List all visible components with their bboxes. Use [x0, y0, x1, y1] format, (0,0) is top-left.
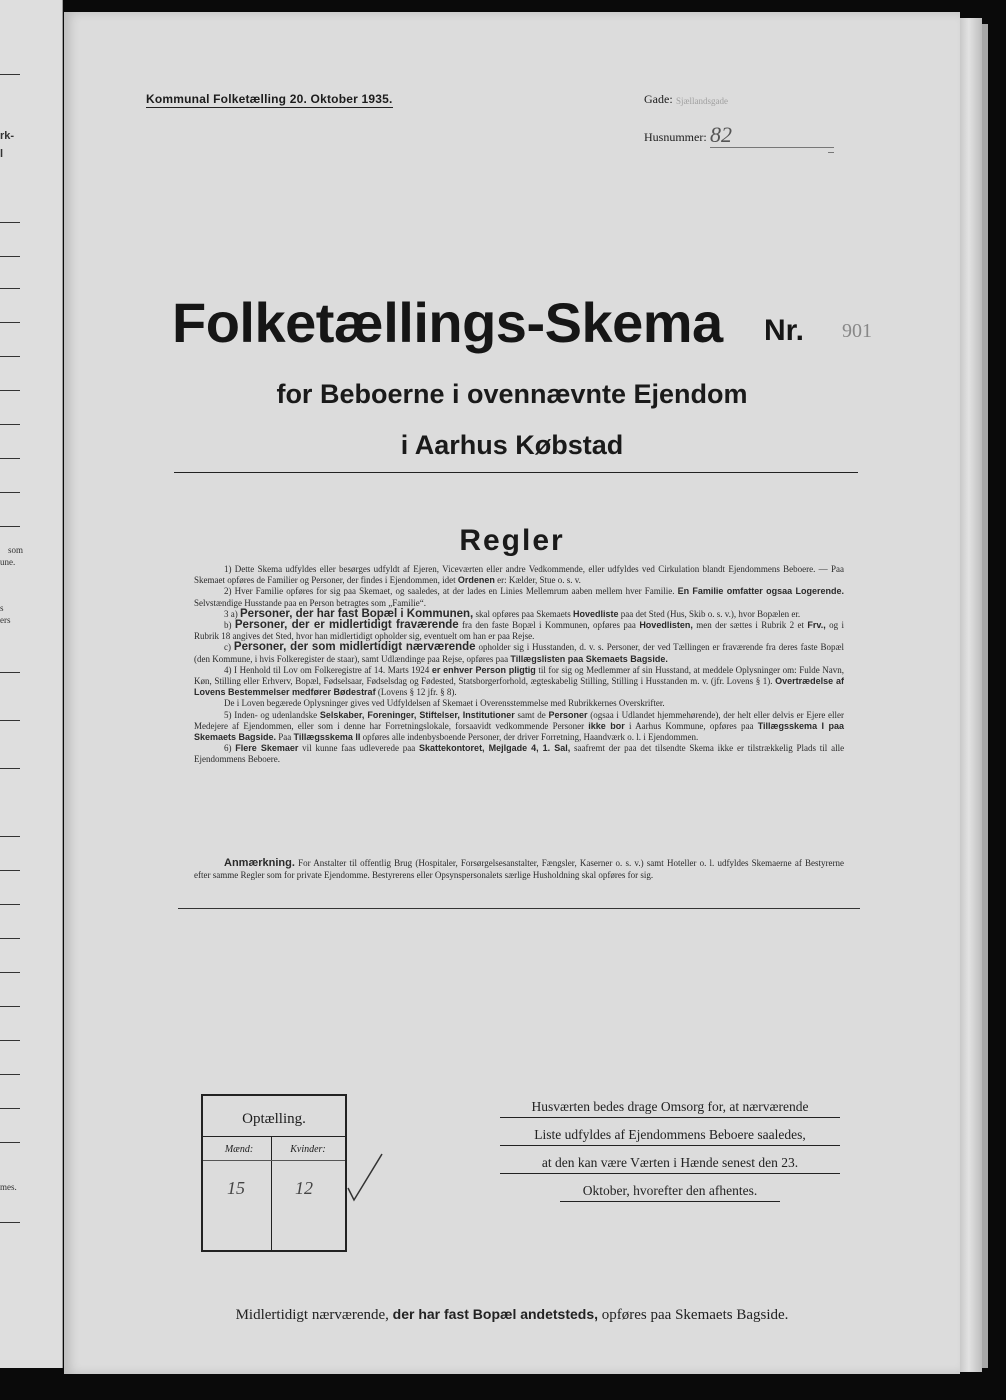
notice-line: Liste udfyldes af Ejendommens Beboere saaledes,	[500, 1127, 840, 1146]
notice-line: Husværten bedes drage Omsorg for, at nærværende	[500, 1099, 840, 1118]
form-subtitle: for Beboerne i ovennævnte Ejendom	[276, 379, 748, 409]
divider	[271, 1136, 272, 1250]
divider	[0, 222, 20, 223]
divider	[0, 870, 20, 871]
page-text-fragment: l	[0, 148, 4, 160]
footer-note: Midlertidigt nærværende, der har fast Bopæl andetsteds, opføres paa Skemaets Bagside.	[235, 1306, 789, 1323]
women-count: 12	[295, 1178, 313, 1198]
divider	[203, 1160, 345, 1161]
page-edge	[960, 18, 982, 1372]
house-number-line	[710, 147, 834, 148]
rule-1: 1) Dette Skema udfyldes eller besørges udfyldt af Ejeren, Viceværten eller andre Vedkommende, eller udfyldes ved Cirkulation blandt Ejendommens Beboere. — Paa Skemaet opføres de Familier og Personer, der findes i Ejendommen, idet Ordenen er: Kælder, Stue o. s. v.	[194, 564, 844, 586]
divider	[0, 1074, 20, 1075]
street-value: Sjællandsgade	[676, 96, 728, 106]
rule-4-note: De i Loven begærede Oplysninger gives ved Udfyldelsen af Skemaet i Overensstemmelse med Rubrikkernes Overskrifter.	[224, 698, 665, 709]
divider	[0, 1108, 20, 1109]
rule-3a: 3 a) Personer, der har fast Bopæl i Kommunen, skal opføres paa Skemaets Hovedliste paa det Sted (Hus, Skib o. s. v.), hvor Bopælen er.	[224, 607, 801, 620]
divider	[0, 288, 20, 289]
rule-4: 4) I Henhold til Lov om Folkeregistre af 14. Marts 1924 er enhver Person pligtig til for sig og Medlemmer af sin Husstand, at meddele Oplysninger om: Fulde Navn, Køn, Stilling eller Erhverv, Bopæl, Fødselsaar, Fødselsdag og Fødested, Statsborgerforhold, ægteskabelig Stilling, Stilling i Husstanden m. v. (jfr. Lovens § 1). Overtrædelse af Lovens Bestemmelser medfører Bødestraf (Lovens § 12 jfr. § 8).	[194, 664, 845, 698]
rules-text	[194, 564, 844, 766]
divider	[0, 356, 20, 357]
rule-3c: c) Personer, der som midlertidigt nærværende opholder sig i Husstanden, d. v. s. Personer, der ved Tællingen er fraværende fra deres faste Bopæl (den Kommune, i hvis Folkeregister de staar), samt Udlændinge paa Rejse, opføres paa Tillægslisten paa Skemaets Bagside.	[194, 641, 844, 664]
divider	[0, 1040, 20, 1041]
men-label: Mænd:	[224, 1144, 254, 1155]
remark-body: For Anstalter til offentlig Brug (Hospitaler, Forsørgelsesanstalter, Fængsler, Kaserner o. s. v.) samt Hoteller o. l. udfyldes Skemaerne af Bestyrerne efter samme Regler som for private Ejendomme. Bestyrerens eller Opsynspersonalets særlige Husholdning skal opføres for sig.	[194, 858, 844, 880]
divider	[0, 972, 20, 973]
divider	[178, 908, 860, 909]
street-label: Gade:	[644, 92, 673, 106]
rule-3b: b) Personer, der er midlertidigt fraværende fra den faste Bopæl i Kommunen, opføres paa Hovedlisten, men der sættes i Rubrik 2 et Frv., og i Rubrik 18 angives det Sted, hvor han midlertidigt opholder sig, eventuelt om han er paa Rejse.	[194, 619, 845, 642]
count-box	[201, 1094, 347, 1252]
divider	[0, 526, 20, 527]
divider	[0, 938, 20, 939]
divider	[0, 256, 20, 257]
divider	[0, 1142, 20, 1143]
divider	[174, 472, 858, 473]
divider	[0, 1006, 20, 1007]
divider	[0, 768, 20, 769]
landlord-notice	[500, 1099, 840, 1211]
form-number-label: Nr.	[764, 314, 805, 347]
page-text-fragment: rk-	[0, 130, 15, 142]
form-title: Folketællings-Skema	[172, 291, 723, 354]
divider	[0, 424, 20, 425]
divider	[203, 1136, 345, 1137]
count-title: Optælling.	[242, 1111, 306, 1127]
women-label: Kvinder:	[290, 1144, 326, 1155]
page-text-fragment: som	[8, 545, 24, 555]
divider	[0, 1222, 20, 1223]
divider	[0, 836, 20, 837]
page-text-fragment: s	[0, 603, 4, 613]
remark-label: Anmærkning.	[224, 857, 295, 869]
divider	[0, 390, 20, 391]
rule-5: 5) Inden- og udenlandske Selskaber, Foreninger, Stiftelser, Institutioner samt de Personer (ogsaa i Udlandet hjemmehørende), der helt eller delvis er Ejere eller Medejere af Ejendommen, eller som i denne har Forretningslokale, forsaavidt vedkommende Personer ikke bor i Aarhus Kommune, opføres paa Tillægsskema I paa Skemaets Bagside. Paa Tillægsskema II opføres alle indenbysboende Personer, der driver Forretning, Haandværk o. l. i Ejendommen.	[194, 709, 845, 743]
dash-mark	[828, 152, 834, 153]
house-number-label: Husnummer:	[644, 130, 707, 144]
form-subtitle-city: i Aarhus Købstad	[400, 430, 624, 460]
census-form-page	[64, 12, 960, 1374]
page-edge	[982, 24, 988, 1368]
page-text-fragment: une.	[0, 557, 16, 567]
page-text-fragment: mes.	[0, 1182, 17, 1192]
checkmark-icon	[346, 1150, 386, 1210]
men-count: 15	[227, 1178, 245, 1198]
divider	[0, 672, 20, 673]
house-number-value: 82	[710, 122, 732, 147]
page-text-fragment: ers	[0, 615, 11, 625]
divider	[0, 720, 20, 721]
divider	[0, 458, 20, 459]
form-number-value: 901	[842, 320, 872, 342]
rules-heading: Regler	[459, 524, 565, 557]
notice-line: Oktober, hvorefter den afhentes.	[560, 1183, 780, 1202]
notice-line: at den kan være Værten i Hænde senest den 23.	[500, 1155, 840, 1174]
rule-6: 6) Flere Skemaer vil kunne faas udleverede paa Skattekontoret, Mejlgade 4, 1. Sal, saafremt der paa det tilsendte Skema ikke er tilstrækkelig Plads til alle Ejendommens Beboere.	[194, 743, 845, 765]
divider	[0, 322, 20, 323]
adjacent-page-fragment	[0, 0, 63, 1368]
divider	[0, 74, 20, 75]
census-header: Kommunal Folketælling 20. Oktober 1935.	[146, 92, 393, 106]
rule-2: 2) Hver Familie opføres for sig paa Skemaet, og saaledes, at der lades en Linies Mellemrum aaben mellem hver Familie. En Familie omfatter ogsaa Logerende. Selvstændige Husstande paa en Person betragtes som „Familie“.	[194, 586, 844, 608]
remark-text	[194, 858, 844, 881]
divider	[0, 492, 20, 493]
divider	[0, 904, 20, 905]
